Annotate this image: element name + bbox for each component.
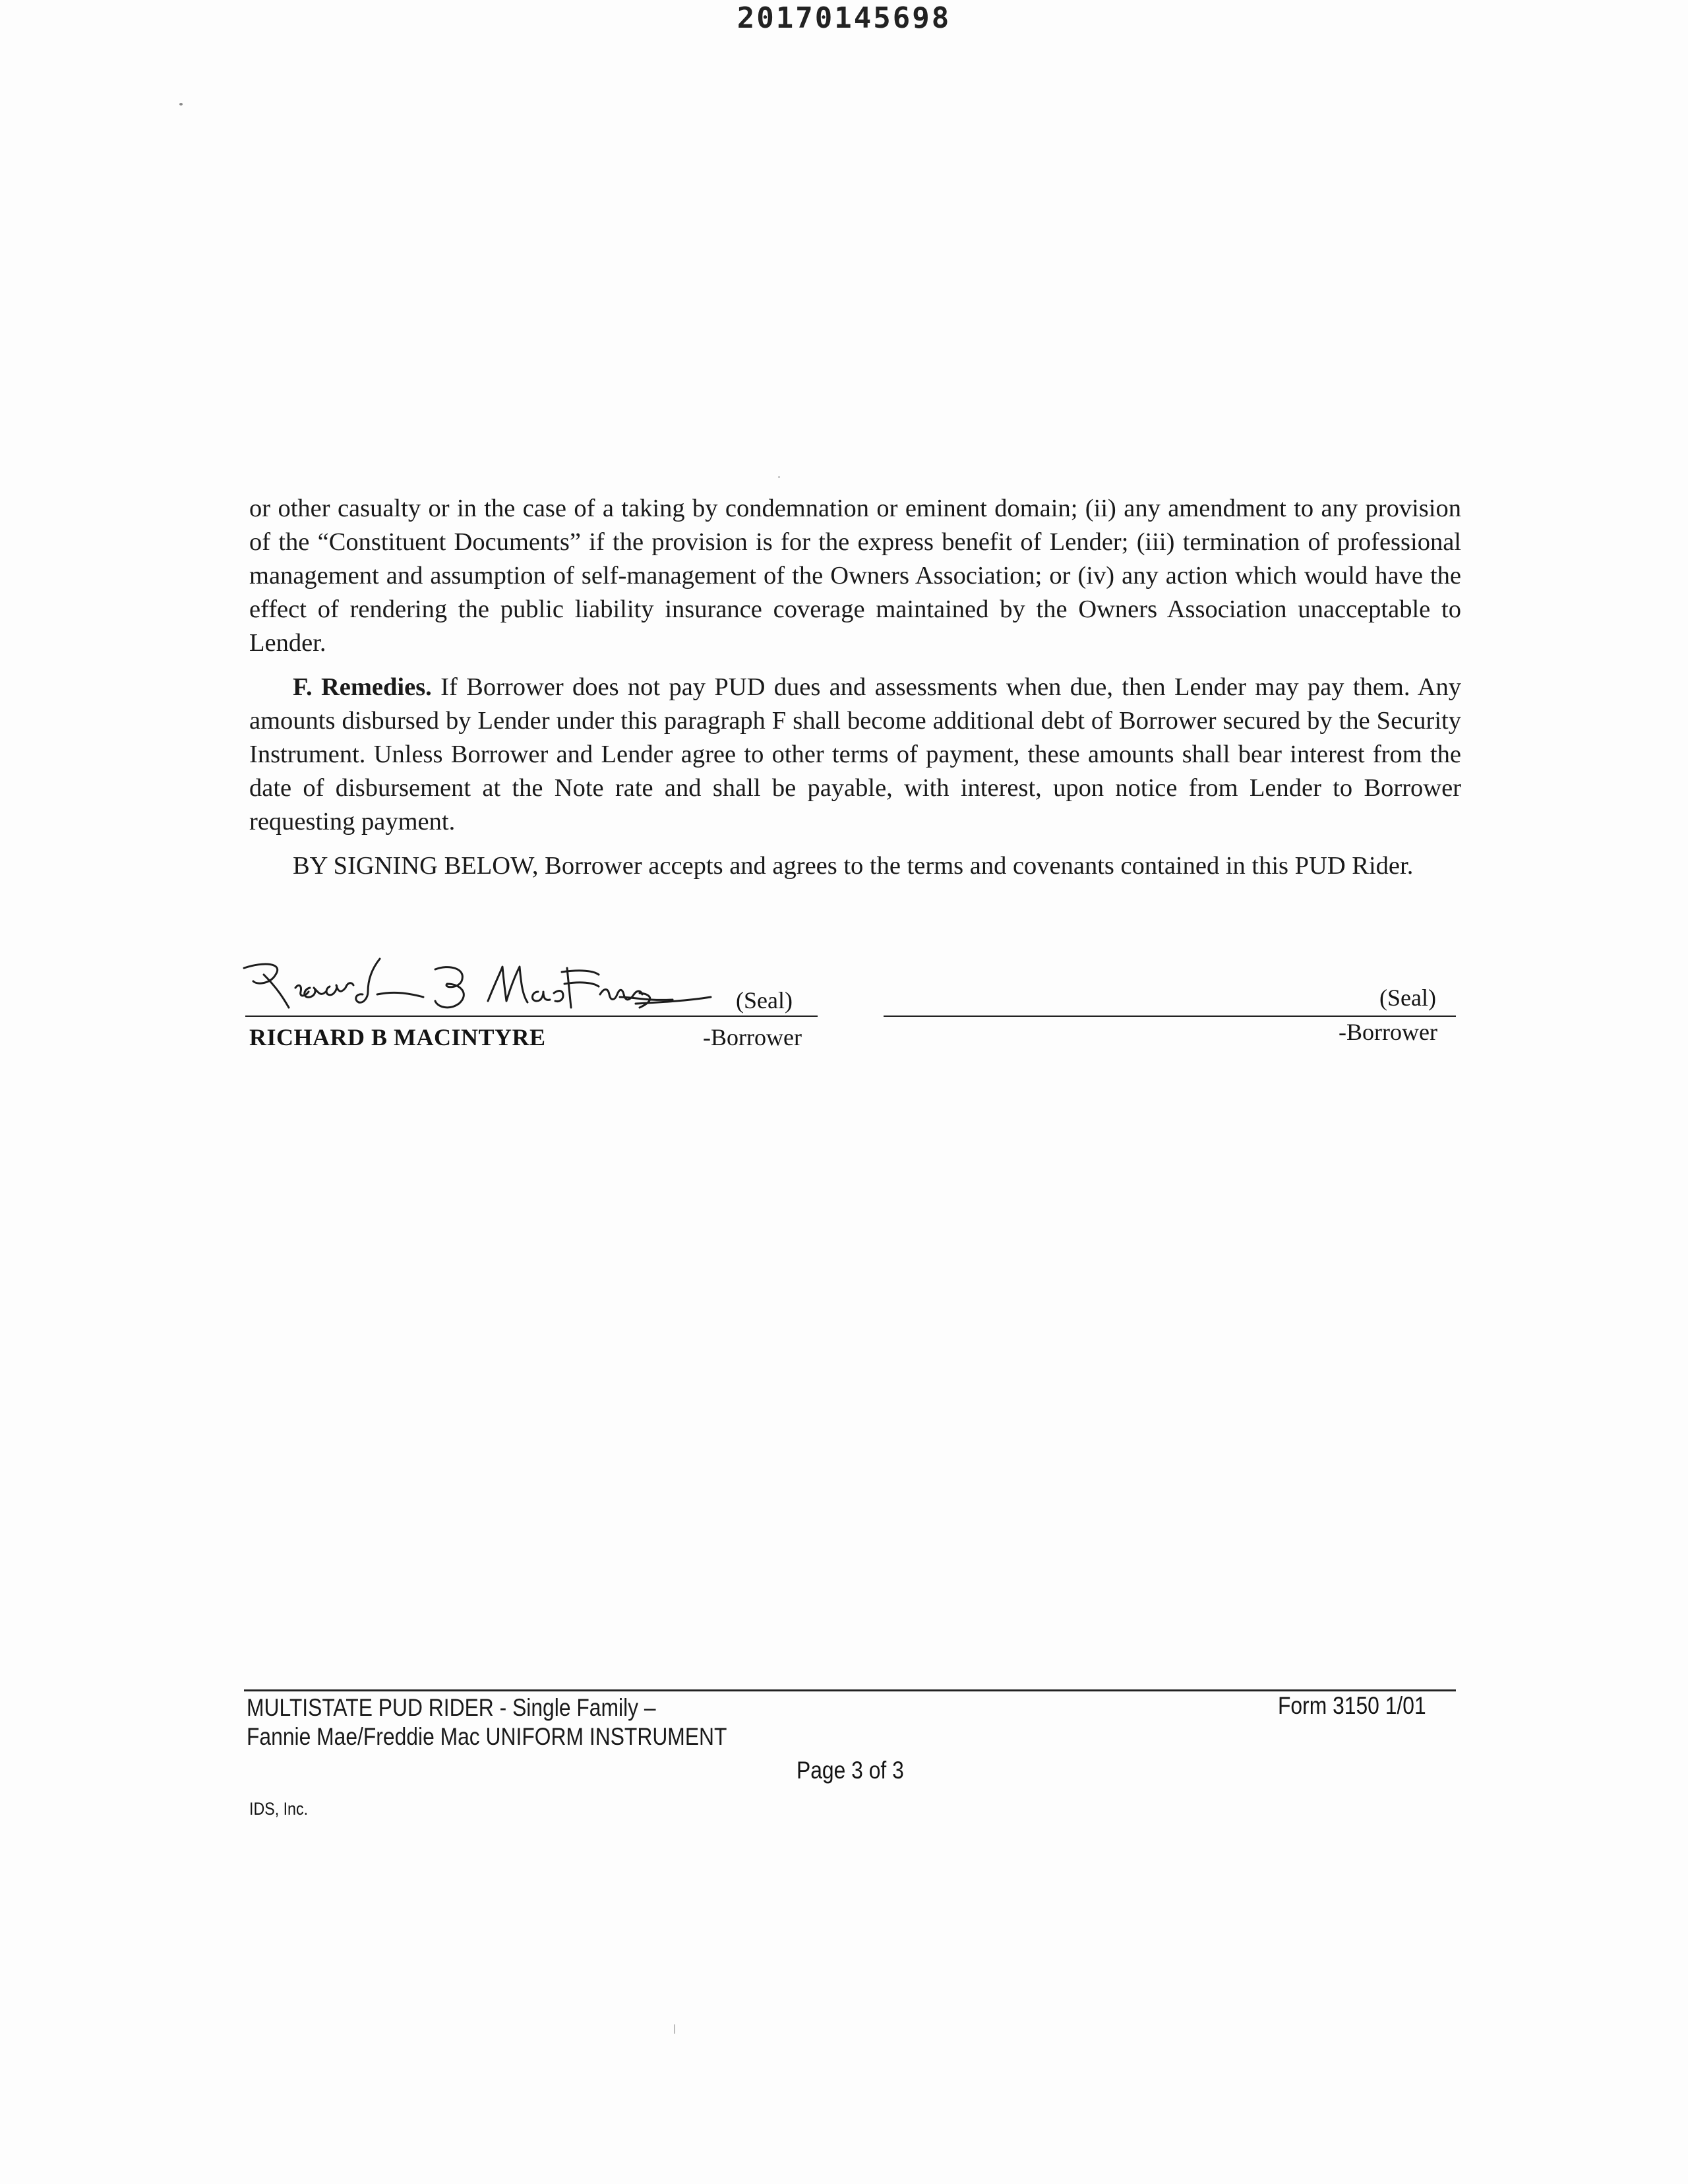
borrower-name: RICHARD B MACINTYRE bbox=[249, 1024, 546, 1050]
publisher-label: IDS, Inc. bbox=[249, 1799, 309, 1819]
right-signature-line bbox=[884, 1016, 1456, 1017]
scan-speck bbox=[674, 2024, 675, 2034]
scan-speck bbox=[179, 103, 183, 106]
left-signature-line bbox=[245, 1016, 818, 1017]
right-seal-label: (Seal) bbox=[1379, 985, 1436, 1011]
left-seal-label: (Seal) bbox=[736, 987, 793, 1014]
remedies-heading: F. Remedies. bbox=[293, 673, 432, 701]
casualty-paragraph: or other casualty or in the case of a taking by condemnation or eminent domain; (ii) any amendment to any provision of the “Constituent Documents” if the provision is for the express benefit of Lender; (iii) termination of professional management and assumption of self-management of the Owners Association; or (iv) any action which would have the effect of rendering the public liability insurance coverage maintained by the Owners Association unacceptable to Lender. bbox=[249, 495, 1461, 657]
remedies-text: If Borrower does not pay PUD dues and assessments when due, then Lender may pay them. Any amounts disbursed by Lender under this paragraph F shall become additional debt of Borrower secured by the Security Instrument. Unless Borrower and Lender agree to other terms of payment, these amounts shall bear interest from the date of disbursement at the Note rate and shall be payable, with interest, upon notice from Lender to Borrower requesting payment. bbox=[249, 673, 1461, 835]
right-borrower-label: -Borrower bbox=[1339, 1019, 1437, 1045]
scan-speck bbox=[778, 476, 780, 478]
signing-statement: BY SIGNING BELOW, Borrower accepts and agrees to the terms and covenants contained in this PUD Rider. bbox=[293, 852, 1414, 880]
form-number: Form 3150 1/01 bbox=[1278, 1692, 1426, 1719]
footer-title-line2: Fannie Mae/Freddie Mac UNIFORM INSTRUMENT bbox=[247, 1723, 727, 1750]
footer-form-title bbox=[247, 1693, 727, 1751]
rider-body bbox=[249, 492, 1461, 894]
left-borrower-label: -Borrower bbox=[703, 1024, 802, 1050]
document-number: 20170145698 bbox=[737, 1, 951, 35]
page-number: Page 3 of 3 bbox=[797, 1757, 904, 1784]
footer-title-line1: MULTISTATE PUD RIDER - Single Family – bbox=[247, 1694, 656, 1721]
remedies-paragraph bbox=[249, 671, 1461, 839]
footer-rule bbox=[244, 1689, 1456, 1691]
